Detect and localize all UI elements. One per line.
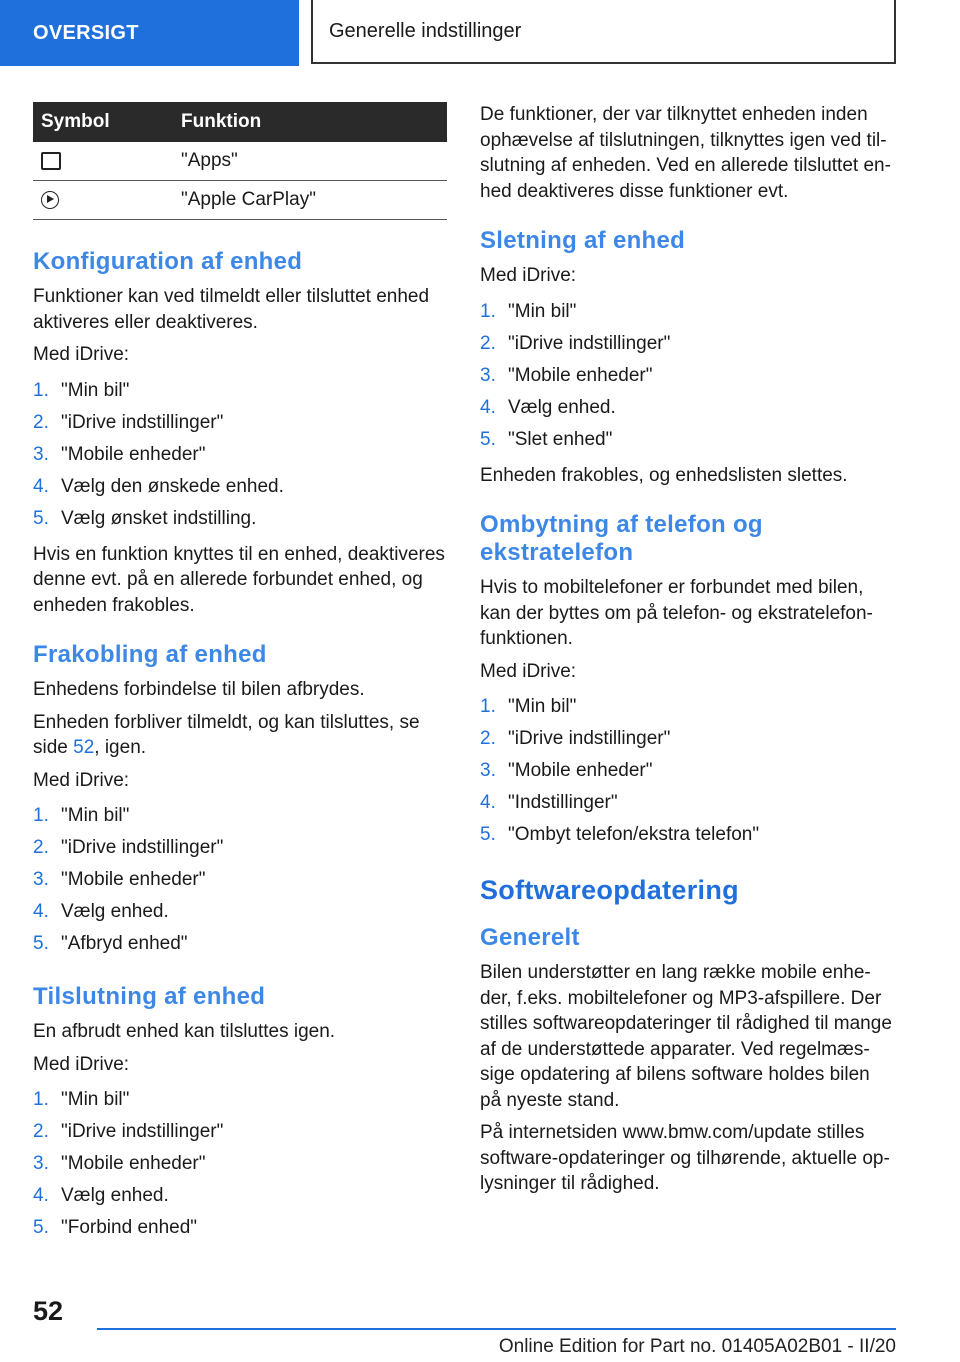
heading-generelt: Generelt: [480, 924, 580, 951]
function-cell: "Apple CarPlay": [181, 181, 447, 220]
step-number: 3.: [33, 869, 49, 890]
function-cell: "Apps": [181, 142, 447, 181]
paragraph: Funktioner kan ved tilmeldt eller tilsluttet enhed aktiveres eller deaktiveres.: [33, 286, 430, 333]
page-number: 52: [33, 1296, 64, 1326]
list-item: [480, 691, 896, 723]
step-number: 3.: [480, 760, 496, 781]
list-item: [480, 723, 896, 755]
heading-sletning: Sletning af enhed: [480, 227, 686, 254]
step-number: 3.: [33, 1153, 49, 1174]
list-item: [33, 375, 447, 407]
list-item: [33, 1148, 447, 1180]
step-text: "Min bil": [61, 379, 130, 401]
page-link[interactable]: 52: [73, 737, 95, 758]
list-item: [33, 439, 447, 471]
step-text: "iDrive indstillinger": [508, 728, 671, 749]
step-number: 1.: [480, 300, 496, 322]
step-text: "Indstillinger": [508, 792, 618, 813]
paragraph: En afbrudt enhed kan tilsluttes igen.: [33, 1021, 336, 1042]
paragraph: Med iDrive:: [33, 1053, 130, 1075]
step-text: "Ombyt telefon/ekstra telefon": [508, 824, 760, 845]
column-header-symbol: Symbol: [33, 102, 181, 142]
heading-ombytning: Ombytning af telefon og ekstratelefon: [480, 511, 763, 566]
symbol-cell: [33, 142, 181, 181]
list-item: [480, 296, 896, 328]
step-text: "iDrive indstillinger": [61, 837, 224, 858]
list-item: [480, 819, 896, 851]
step-text: Vælg ønsket indstilling.: [61, 507, 257, 529]
step-number: 5.: [33, 1217, 49, 1238]
list-item: [480, 755, 896, 787]
list-item: [480, 360, 896, 392]
step-number: 4.: [480, 792, 496, 813]
step-text: Vælg enhed.: [61, 901, 169, 922]
step-text: "Mobile enheder": [508, 364, 653, 386]
list-item: [33, 800, 447, 832]
text-span: , igen.: [94, 737, 147, 758]
list-item: [480, 328, 896, 360]
step-number: 1.: [33, 805, 49, 826]
paragraph: Med iDrive:: [480, 265, 577, 286]
heading-konfiguration: Konfiguration af enhed: [33, 248, 303, 275]
step-number: 2.: [33, 1121, 49, 1142]
symbol-table: [33, 102, 447, 220]
list-item: [33, 832, 447, 864]
step-text: "Min bil": [61, 1089, 130, 1110]
step-text: "Mobile enheder": [61, 443, 206, 465]
list-item: [33, 896, 447, 928]
step-text: "Min bil": [508, 696, 577, 717]
steps-list: [480, 691, 896, 851]
step-text: "Mobile enheder": [508, 760, 653, 781]
section-tab-overview[interactable]: OVERSIGT: [0, 0, 299, 66]
text-span: Enheden forbliver tilmeldt, og kan tilsluttes, se side: [33, 711, 420, 758]
list-item: [480, 392, 896, 424]
list-item: [33, 1212, 447, 1244]
step-number: 5.: [33, 933, 49, 954]
step-text: "iDrive indstillinger": [61, 1121, 224, 1142]
symbol-cell: [33, 181, 181, 220]
step-number: 5.: [33, 507, 49, 529]
step-text: "Mobile enheder": [61, 1153, 206, 1174]
paragraph: Hvis to mobiltelefoner er forbundet med bilen, kan der byttes om på telefon- og ekstratelefon-funktionen.: [480, 577, 873, 649]
right-column: [480, 102, 896, 1204]
steps-list: [33, 375, 447, 535]
step-number: 1.: [480, 696, 496, 717]
paragraph: Enhedens forbindelse til bilen afbrydes.: [33, 679, 365, 700]
step-text: "Afbryd enhed": [61, 933, 188, 954]
step-text: "iDrive indstillinger": [61, 411, 224, 433]
paragraph: Hvis en funktion knyttes til en enhed, deaktiveres denne evt. på en allerede forbundet enhed, og enheden frakobles.: [33, 543, 445, 616]
step-number: 2.: [480, 332, 496, 354]
carplay-icon: [41, 191, 59, 209]
footer-edition: Online Edition for Part no. 01405A02B01 - II/20: [498, 1336, 896, 1357]
apps-icon: [41, 152, 61, 170]
paragraph: Enheden frakobles, og enhedslisten slettes.: [480, 464, 848, 486]
list-item: [33, 407, 447, 439]
paragraph: Med iDrive:: [480, 660, 577, 682]
paragraph: Bilen understøtter en lang række mobile enhe-der, f.eks. mobiltelefoner og MP3-afspillere. Der stilles softwareopdateringer til rådighed til mange af de understøttede apparater. Ved regelmæs-sige opdatering af bilens software holdes bilen på nyeste stand.: [480, 962, 892, 1111]
table-row: [33, 181, 447, 220]
paragraph: Med iDrive:: [33, 344, 130, 365]
table-row: [33, 142, 447, 181]
step-number: 2.: [33, 411, 49, 433]
chapter-title: Generelle indstillinger: [311, 0, 896, 64]
step-number: 5.: [480, 428, 496, 450]
steps-list: [480, 296, 896, 456]
heading-frakobling: Frakobling af enhed: [33, 641, 267, 668]
step-text: Vælg den ønskede enhed.: [61, 475, 284, 497]
list-item: [33, 928, 447, 960]
heading-tilslutning: Tilslutning af enhed: [33, 983, 266, 1010]
step-text: "iDrive indstillinger": [508, 332, 671, 354]
step-text: "Min bil": [61, 805, 130, 826]
step-number: 3.: [480, 364, 496, 386]
heading-softwareopdatering: Softwareopdatering: [480, 875, 739, 905]
step-number: 4.: [480, 396, 496, 418]
list-item: [480, 787, 896, 819]
paragraph: På internetsiden www.bmw.com/update stilles software-opdateringer og tilhørende, aktuelle op-lysninger til rådighed.: [480, 1122, 890, 1194]
paragraph: De funktioner, der var tilknyttet enheden inden ophævelse af tilslutningen, tilknyttes igen ved til-slutning af enheden. Ved en allerede tilsluttet en-hed deaktiveres disse funktioner evt.: [480, 104, 891, 202]
footer-divider: [97, 1328, 896, 1330]
steps-list: [33, 1084, 447, 1244]
list-item: [33, 1116, 447, 1148]
symbol-table-header: [33, 102, 447, 142]
step-number: 4.: [33, 1185, 49, 1206]
steps-list: [33, 800, 447, 960]
list-item: [33, 1180, 447, 1212]
list-item: [33, 471, 447, 503]
paragraph: Med iDrive:: [33, 769, 130, 791]
step-number: 1.: [33, 379, 49, 401]
step-text: Vælg enhed.: [61, 1185, 169, 1206]
step-number: 5.: [480, 824, 496, 845]
step-number: 1.: [33, 1089, 49, 1110]
column-header-function: Funktion: [181, 102, 447, 142]
step-text: "Forbind enhed": [61, 1217, 198, 1238]
paragraph: [33, 710, 447, 761]
step-number: 2.: [480, 728, 496, 749]
step-number: 4.: [33, 901, 49, 922]
step-text: "Mobile enheder": [61, 869, 206, 890]
page-header: [0, 0, 960, 66]
list-item: [33, 864, 447, 896]
step-text: "Min bil": [508, 300, 577, 322]
list-item: [33, 1084, 447, 1116]
step-number: 3.: [33, 443, 49, 465]
left-column: [33, 102, 447, 1251]
step-text: Vælg enhed.: [508, 396, 616, 418]
list-item: [480, 424, 896, 456]
step-number: 2.: [33, 837, 49, 858]
list-item: [33, 503, 447, 535]
step-text: "Slet enhed": [508, 428, 613, 450]
step-number: 4.: [33, 475, 49, 497]
